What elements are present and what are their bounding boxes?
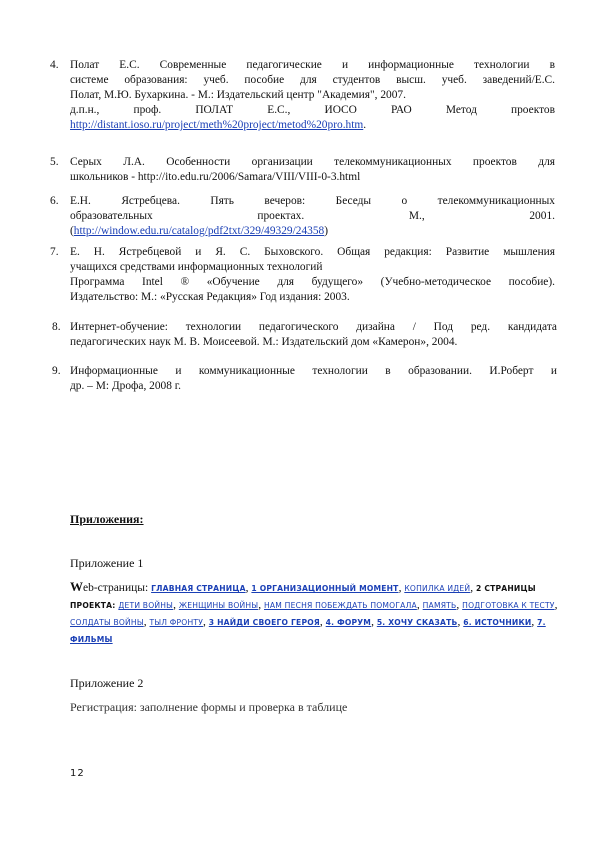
reference-line: Серых Л.А. Особенности организации телекоммуникационных проектов для [70, 156, 555, 168]
appendix-2-description: Регистрация: заполнение формы и проверка в таблице [70, 700, 348, 714]
reference-line: д.п.н., проф. ПОЛАТ Е.С., ИОСО РАО Метод проектов [70, 104, 555, 116]
web-link-ideas[interactable]: КОПИЛКА ИДЕЙ [404, 584, 471, 593]
web-link-women-of-war[interactable]: ЖЕНЩИНЫ ВОЙНЫ [178, 601, 259, 610]
link-suffix: . [363, 119, 367, 131]
appendix-2-title: Приложение 2 [70, 676, 144, 690]
reference-line: Полат, М.Ю. Бухаркина. - М.: Издательский центр "Академия", 2007. [70, 89, 406, 101]
web-link-songs[interactable]: НАМ ПЕСНЯ ПОБЕЖДАТЬ ПОМОГАЛА [263, 601, 417, 610]
reference-line: Программа Intel ® «Обучение для будущего» (Учебно-методическое пособие). [70, 276, 555, 288]
reference-number: 6. [50, 195, 59, 207]
reference-line: образовательных проектах. М., 2001. [70, 210, 555, 222]
link-prefix: ( [70, 225, 74, 237]
page-number: 12 [70, 768, 85, 779]
reference-item-6 [50, 194, 555, 239]
web-link-want-to-say[interactable]: 5. ХОЧУ СКАЗАТЬ [376, 618, 458, 627]
reference-link[interactable]: http://window.edu.ru/catalog/pdf2txt/329/49329/24358 [73, 225, 325, 237]
web-project-pages-label: 2 СТРАНИЦЫ ПРОЕКТА: [70, 584, 536, 610]
reference-line: др. – М: Дрофа, 2008 г. [70, 380, 182, 392]
web-pages-list: Web-страницы: ГЛАВНАЯ СТРАНИЦА, 1 ОРГАНИЗАЦИОННЫЙ МОМЕНТ, КОПИЛКА ИДЕЙ, 2 СТРАНИЦЫ ПРОЕКТА: ДЕТИ ВОЙНЫ, ЖЕНЩИНЫ ВОЙНЫ, НАМ ПЕСНЯ ПОБЕЖДАТЬ ПОМОГАЛА, ПАМЯТЬ, ПОДГОТОВКА К ТЕСТУ, СОЛДАТЫ ВОЙНЫ, ТЫЛ ФРОНТУ, 3 НАЙДИ СВОЕГО ГЕРОЯ, 4. ФОРУМ, 5. ХОЧУ СКАЗАТЬ, 6. ИСТОЧНИКИ, 7. ФИЛЬМЫ [70, 579, 558, 644]
web-lead-letter: W [70, 579, 83, 594]
reference-item-9 [52, 364, 557, 394]
web-lead-text: eb-страницы: [83, 582, 149, 594]
reference-number: 9. [52, 365, 61, 377]
web-link-main-page[interactable]: ГЛАВНАЯ СТРАНИЦА [151, 584, 246, 593]
reference-line: Полат Е.С. Современные педагогические и информационные технологии в [70, 59, 555, 71]
reference-link[interactable]: http://distant.ioso.ru/project/meth%20project/metod%20pro.htm [70, 119, 364, 131]
reference-item-5 [50, 155, 555, 185]
reference-number: 7. [50, 246, 59, 258]
reference-line: педагогических наук М. В. Моисеевой. М.: Издательский дом «Камерон», 2004. [70, 336, 458, 348]
web-link-sources[interactable]: 6. ИСТОЧНИКИ [463, 618, 532, 627]
appendices-heading: Приложения: [70, 512, 144, 526]
reference-line: Информационные и коммуникационные технологии в образовании. И.Роберт и [70, 365, 557, 377]
reference-number: 4. [50, 59, 59, 71]
web-link-children-of-war[interactable]: ДЕТИ ВОЙНЫ [118, 601, 174, 610]
reference-line: Издательство: М.: «Русская Редакция» Год издания: 2003. [70, 291, 350, 303]
reference-line: Е. Н. Ястребцевой и Я. С. Быховского. Общая редакция: Развитие мышления [70, 246, 555, 258]
reference-item-7 [50, 245, 555, 305]
web-link-soldiers[interactable]: СОЛДАТЫ ВОЙНЫ [70, 618, 144, 627]
web-link-find-hero[interactable]: 3 НАЙДИ СВОЕГО ГЕРОЯ [208, 618, 320, 627]
reference-line: школьников - http://ito.edu.ru/2006/Samara/VIII/VIII-0-3.html [70, 171, 361, 183]
web-link-forum[interactable]: 4. ФОРУМ [325, 618, 372, 627]
reference-line: Е.Н. Ястребцева. Пять вечеров: Беседы о телекоммуникационных [70, 195, 555, 207]
web-link-films[interactable]: 7. ФИЛЬМЫ [70, 618, 546, 644]
reference-item-8 [52, 320, 557, 350]
appendix-1-title: Приложение 1 [70, 556, 144, 570]
reference-line: системе образования: учеб. пособие для студентов высш. учеб. заведений/Е.С. [70, 74, 555, 86]
reference-number: 5. [50, 156, 59, 168]
link-suffix: ) [324, 225, 329, 237]
reference-line: учащихся средствами информационных технологий [70, 261, 323, 273]
reference-number: 8. [52, 321, 61, 333]
reference-item-4 [50, 58, 555, 133]
web-link-test-prep[interactable]: ПОДГОТОВКА К ТЕСТУ [462, 601, 555, 610]
web-link-org-moment[interactable]: 1 ОРГАНИЗАЦИОННЫЙ МОМЕНТ [251, 584, 399, 593]
reference-line: Интернет-обучение: технологии педагогического дизайна / Под ред. кандидата [70, 321, 557, 333]
web-link-memory[interactable]: ПАМЯТЬ [422, 601, 457, 610]
web-link-rear-front[interactable]: ТЫЛ ФРОНТУ [149, 618, 204, 627]
